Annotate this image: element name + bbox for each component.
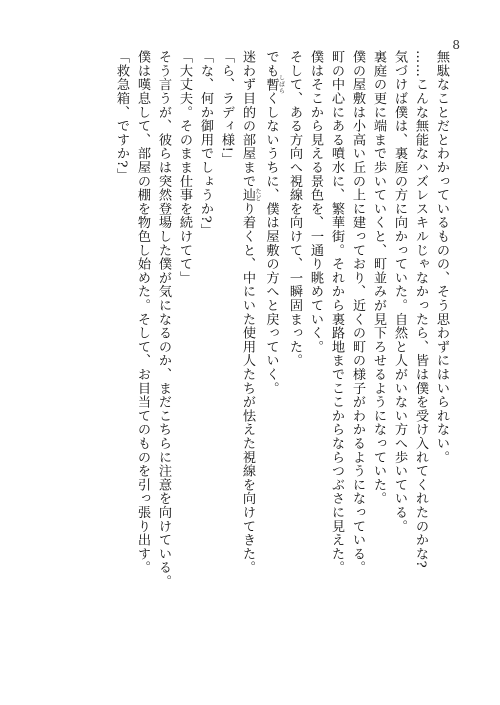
text-line: 僕は嘆息して、部屋の棚を物色し始めた。そして、お目当てのものを引っ張り出す。 [135,50,150,575]
text-line: ……こんな無能なハズレスキルじゃなかったら、皆は僕を受け入れてくれたのかな? [413,50,428,569]
ruby-base: 暫 [263,74,279,95]
dialogue-line: 「な、何か御用でしょうか?」 [198,50,213,238]
text-line: 無駄なことだとわかっているものの、そう思わずにはいられない。 [434,50,449,464]
text-line-with-ruby [237,50,261,660]
text-segment: でも [263,50,279,78]
dialogue-line: 「救急箱、ですか?」 [114,50,129,182]
ruby-annotation [240,188,261,202]
text-line-with-ruby [261,50,285,660]
text-line: 気づけば僕は、裏庭の方に向かっていた。自然と人がいない方へ歩いている。 [392,50,407,533]
ruby-base: 辿 [240,188,255,202]
ruby-reading: たど [254,188,261,202]
ruby-reading: しばら [277,74,285,95]
text-line: 町の中心にある噴水に、繁華街。それから裏路地までここからならつぶさに見えた。 [329,50,344,575]
dialogue-line: 「大丈夫。そのまま仕事を続けてて」 [177,50,192,285]
dialogue-line: 「ら、ラディ様!」 [219,50,234,167]
text-line: そう言うが、彼らは突然登場した僕が気になるのか、まだこちらに注意を向けている。 [156,50,171,589]
text-segment: 迷わず目的の部屋まで [240,50,255,188]
text-line: 僕の屋敷は小高い丘の上に建っており、近くの町の様子がわかるようになっている。 [350,50,365,575]
text-segment: くしないうちに、僕は屋敷の方へと戻っていく。 [263,91,279,396]
text-segment: り着くと、中にいた使用人たちが怯えた視線を向けてきた。 [240,201,255,575]
page-number: 8 [452,38,460,52]
text-line: 裏庭の更に端まで歩いていくと、町並みが見下ろせるようになっていた。 [371,50,386,506]
ruby-annotation [263,74,285,95]
vertical-text-body [111,50,452,660]
text-line: 僕はそこから見える景色を、一通り眺めていく。 [308,50,323,354]
text-line: そして、ある方向へ視線を向けて、一瞬固まった。 [287,50,302,368]
